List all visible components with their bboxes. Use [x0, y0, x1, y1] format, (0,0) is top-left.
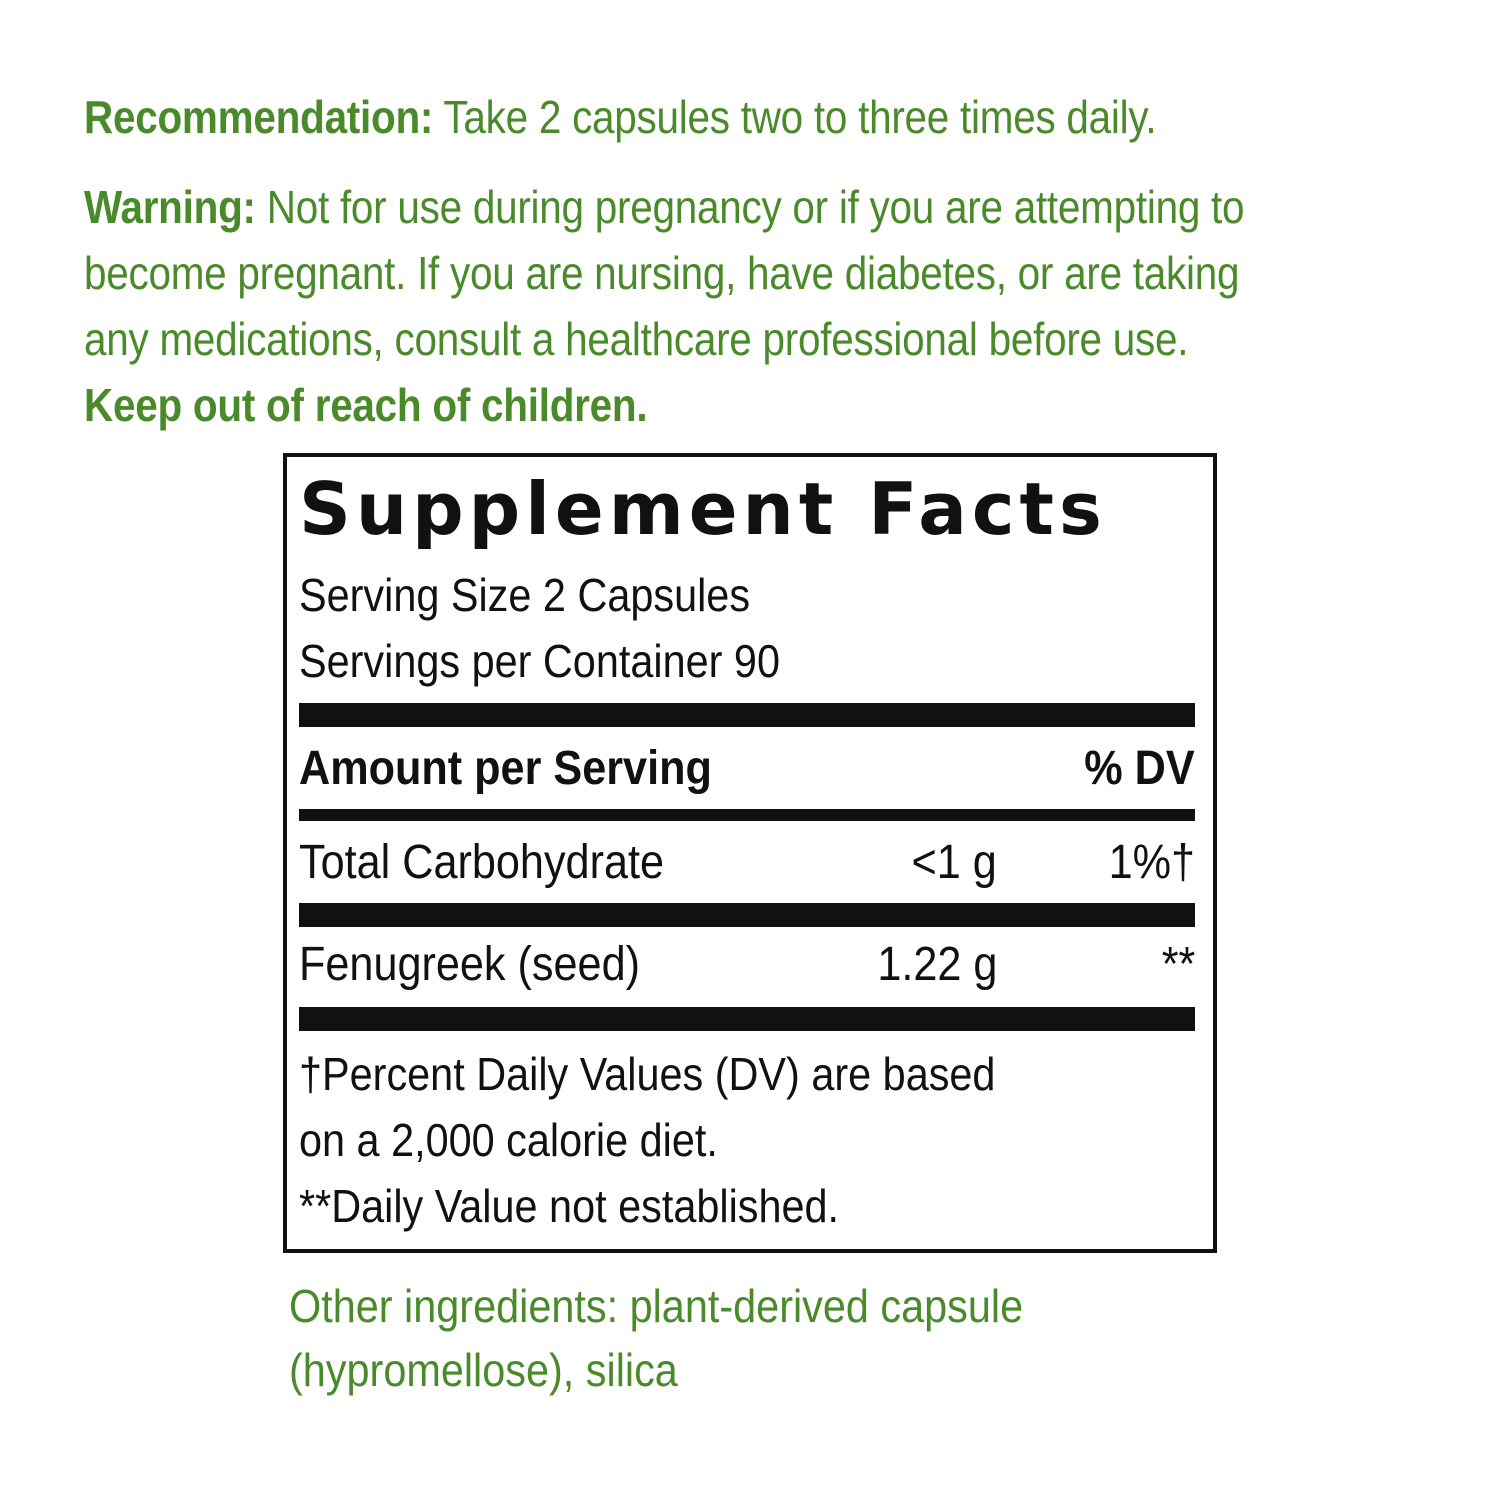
- divider-thick: [299, 903, 1195, 927]
- warning-label: Warning:: [84, 181, 256, 233]
- other-ingredients-line: (hypromellose), silica: [289, 1344, 678, 1396]
- directions-text: [84, 84, 1281, 438]
- other-ingredients: [289, 1274, 1189, 1402]
- nutrient-name: Total Carbohydrate: [299, 836, 665, 889]
- warning-text: Not for use during pregnancy or if you are attempting to become pregnant. If you are nursing, have diabetes, or are taking any medications, consult a healthcare professional before use.: [84, 181, 1245, 365]
- recommendation: [84, 84, 1281, 150]
- nutrient-dv: **: [1161, 938, 1195, 991]
- footnote-line: †Percent Daily Values (DV) are based: [299, 1048, 996, 1100]
- nutrient-amount: <1 g: [911, 836, 997, 889]
- warning: [84, 174, 1281, 438]
- serving-size: Serving Size 2 Capsules: [299, 569, 751, 621]
- footnote-line: on a 2,000 calorie diet.: [299, 1114, 718, 1166]
- nutrient-row: [299, 833, 1195, 893]
- footnotes: [299, 1041, 1109, 1239]
- nutrient-amount: 1.22 g: [876, 938, 997, 991]
- supplement-facts-panel: [283, 453, 1217, 1253]
- recommendation-label: Recommendation:: [84, 91, 434, 143]
- supplement-facts-inner: [299, 457, 1195, 1249]
- amount-header-row: [299, 739, 1195, 799]
- servings-per-container: Servings per Container 90: [299, 635, 780, 687]
- warning-emphasis: Keep out of reach of children.: [84, 379, 648, 431]
- dv-header-label: % DV: [1084, 742, 1195, 795]
- other-ingredients-line: Other ingredients: plant-derived capsule: [289, 1280, 1024, 1332]
- nutrient-name: Fenugreek (seed): [299, 938, 640, 991]
- divider-mid: [299, 809, 1195, 821]
- recommendation-text: Take 2 capsules two to three times daily.: [433, 91, 1157, 143]
- divider-thick: [299, 703, 1195, 727]
- nutrient-dv: 1%†: [1108, 836, 1195, 889]
- nutrient-row: [299, 935, 1195, 995]
- amount-per-serving-label: Amount per Serving: [299, 742, 712, 795]
- footnote-line: **Daily Value not established.: [299, 1180, 840, 1232]
- supplement-facts-title: Supplement Facts: [299, 467, 1107, 551]
- divider-thick: [299, 1007, 1195, 1031]
